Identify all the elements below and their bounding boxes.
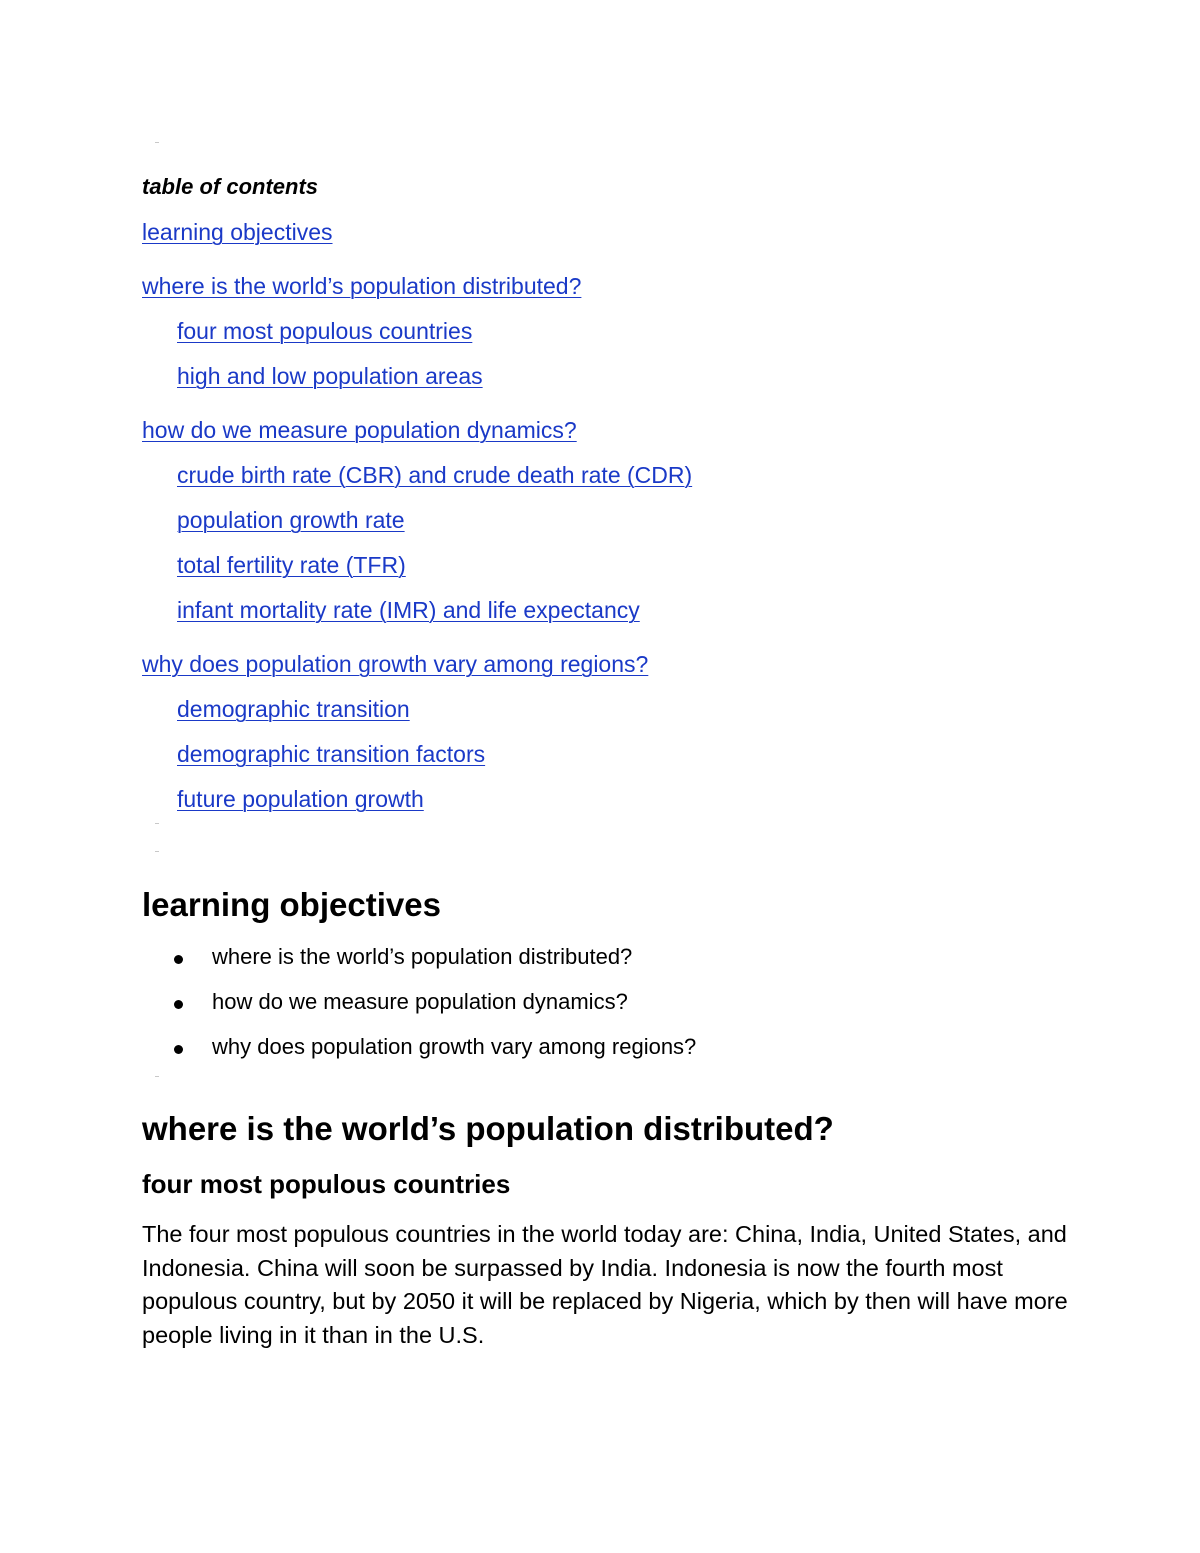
body-paragraph: The four most populous countries in the world today are: China, India, United States, and Indonesia. China will soon be surpassed by India. Indonesia is now the fourth most populous country, but by 2050 it will be replaced by Nigeria, which by then will have more people living in it than in the U.S. bbox=[142, 1221, 1068, 1348]
paragraph-mark bbox=[155, 1076, 159, 1077]
toc-title: table of contents bbox=[142, 174, 319, 199]
paragraph-mark bbox=[155, 851, 159, 852]
toc-link-population-distributed[interactable]: where is the world’s population distributed? bbox=[142, 273, 582, 299]
toc-link-imr-life-expectancy[interactable]: infant mortality rate (IMR) and life expectancy bbox=[177, 597, 640, 623]
toc-link-growth-vary[interactable]: why does population growth vary among regions? bbox=[142, 651, 649, 677]
toc-link-four-most-populous[interactable]: four most populous countries bbox=[177, 318, 473, 344]
list-item-text: where is the world’s population distributed? bbox=[212, 944, 633, 969]
toc-link-population-dynamics[interactable]: how do we measure population dynamics? bbox=[142, 417, 577, 443]
bullet-icon bbox=[174, 1045, 183, 1054]
paragraph-mark bbox=[155, 823, 159, 824]
toc-link-transition-factors[interactable]: demographic transition factors bbox=[177, 741, 486, 767]
toc-link-cbr-cdr[interactable]: crude birth rate (CBR) and crude death rate (CDR) bbox=[177, 462, 693, 488]
section-heading: where is the world’s population distributed? bbox=[142, 1110, 834, 1147]
toc-link-demographic-transition[interactable]: demographic transition bbox=[177, 696, 410, 722]
toc-link-future-growth[interactable]: future population growth bbox=[177, 786, 424, 812]
paragraph-mark bbox=[155, 142, 159, 143]
list-item-text: why does population growth vary among regions? bbox=[212, 1034, 697, 1059]
list-item-text: how do we measure population dynamics? bbox=[212, 989, 628, 1014]
toc-link-learning-objectives[interactable]: learning objectives bbox=[142, 219, 333, 245]
toc-link-growth-rate[interactable]: population growth rate bbox=[177, 507, 405, 533]
bullet-icon bbox=[174, 1000, 183, 1009]
toc-link-high-low-population[interactable]: high and low population areas bbox=[177, 363, 483, 389]
bullet-icon bbox=[174, 955, 183, 964]
toc-link-tfr[interactable]: total fertility rate (TFR) bbox=[177, 552, 406, 578]
learning-objectives-heading: learning objectives bbox=[142, 886, 441, 923]
section-subheading: four most populous countries bbox=[142, 1169, 511, 1199]
